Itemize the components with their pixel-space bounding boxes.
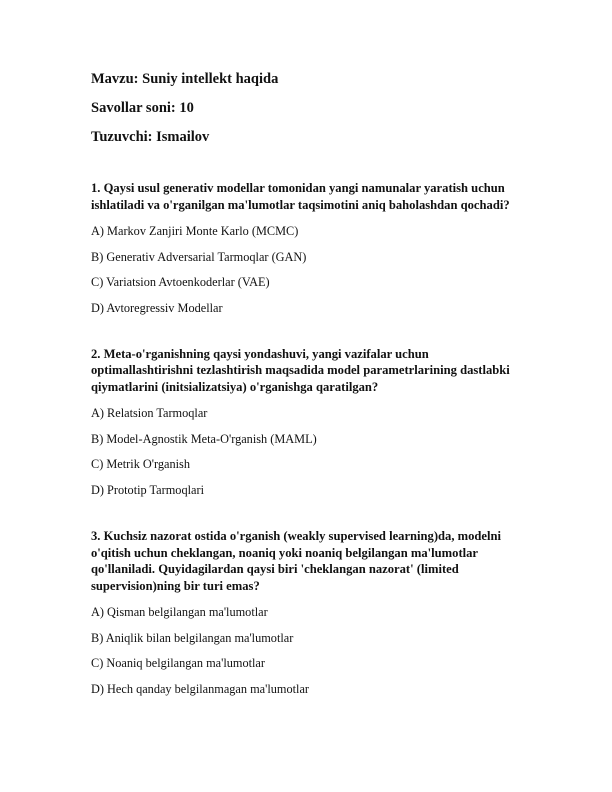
topic-heading: Mavzu: Suniy intellekt haqida xyxy=(91,71,279,87)
option-b: B) Generativ Adversarial Tarmoqlar (GAN) xyxy=(91,249,307,264)
option-a: A) Qisman belgilangan ma'lumotlar xyxy=(91,605,268,620)
option-b: B) Aniqlik bilan belgilangan ma'lumotlar xyxy=(91,630,294,645)
option-d: D) Hech qanday belgilanmagan ma'lumotlar xyxy=(91,681,310,696)
question-text: 1. Qaysi usul generativ modellar tomonidan yangi namunalar yaratish uchun ishlatiladi va o'rganilgan ma'lumotlar taqsimotini aniq baholashdan qochadi? xyxy=(91,181,510,212)
author-line: Tuzuvchi: Ismailov xyxy=(91,129,210,145)
option-c: C) Variatsion Avtoenkoderlar (VAE) xyxy=(91,275,270,290)
option-c: C) Metrik O'rganish xyxy=(91,457,190,472)
option-c: C) Noaniq belgilangan ma'lumotlar xyxy=(91,656,265,671)
question-text: 2. Meta-o'rganishning qaysi yondashuvi, yangi vazifalar uchun optimallashtirishni tezlashtirish maqsadida model parametrlarining dastlabki qiymatlarini (initsializatsiya) o'rganishga qaratilgan? xyxy=(91,346,510,394)
question-2 xyxy=(91,346,532,498)
question-count: Savollar soni: 10 xyxy=(91,100,194,116)
option-d: D) Prototip Tarmoqlari xyxy=(91,483,204,498)
option-a: A) Markov Zanjiri Monte Karlo (MCMC) xyxy=(91,224,299,238)
option-a: A) Relatsion Tarmoqlar xyxy=(91,406,208,421)
question-1 xyxy=(91,180,532,316)
option-b: B) Model-Agnostik Meta-O'rganish (MAML) xyxy=(91,431,317,446)
question-3 xyxy=(91,528,532,697)
option-d: D) Avtoregressiv Modellar xyxy=(91,300,223,315)
question-text: 3. Kuchsiz nazorat ostida o'rganish (weakly supervised learning)da, modelni o'qitish uchun cheklangan, noaniq yoki noaniq belgilangan ma'lumotlar qo'llaniladi. Quyidagilardan qaysi biri 'cheklangan nazorat' (limited supervision)ning bir turi emas? xyxy=(91,529,502,593)
